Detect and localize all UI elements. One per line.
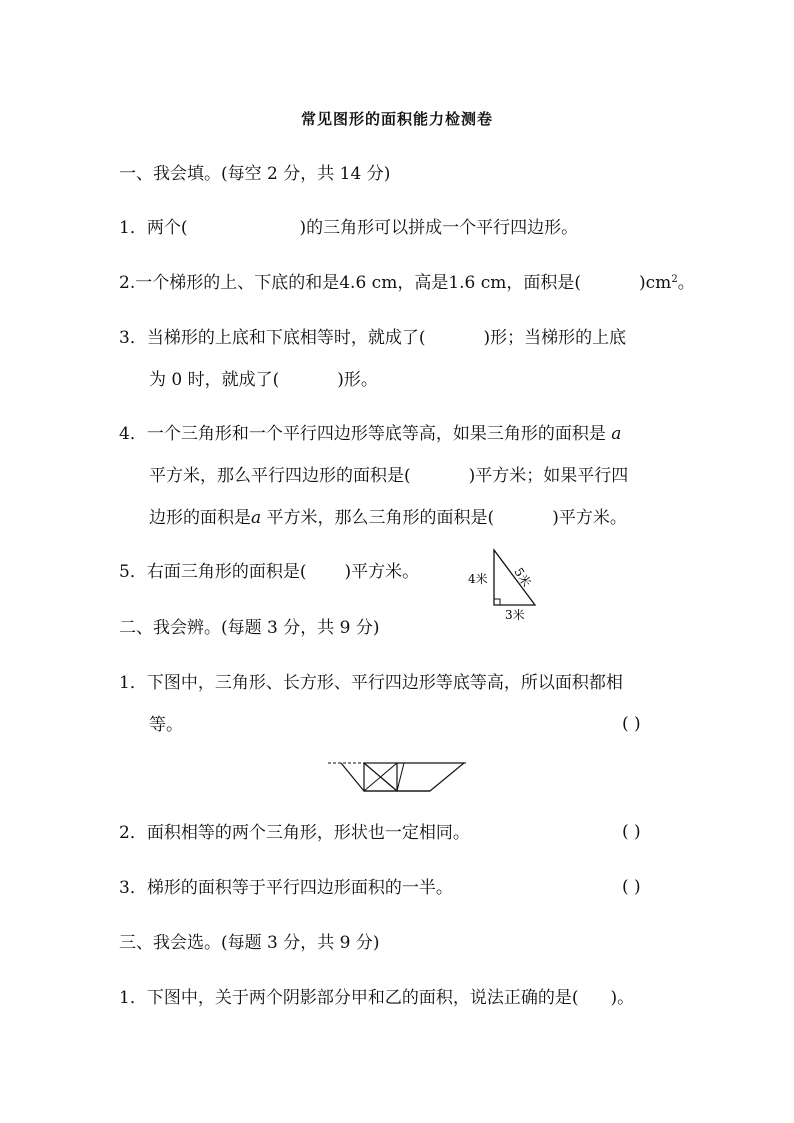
q-text: 下图中，三角形、长方形、平行四边形等底等高，所以面积都相 <box>146 673 623 693</box>
s1-q5 <box>119 561 419 583</box>
q-number: 3． <box>119 878 147 898</box>
q-text: )。 <box>610 988 635 1008</box>
section3-heading: 三、我会选。(每题 3 分，共 9 分) <box>119 933 380 953</box>
q-text: 平方米，那么平行四边形的面积是( <box>149 466 411 486</box>
s3-q1 <box>119 987 634 1009</box>
s1-q4 <box>119 423 621 445</box>
q-number: 5． <box>119 562 147 582</box>
triangle-hypotenuse-label: 5米 <box>511 565 534 590</box>
judge-paren[interactable]: ( ) <box>622 822 641 842</box>
page-title: 常见图形的面积能力检测卷 <box>300 110 493 128</box>
s1-q2 <box>119 272 695 294</box>
section1-heading: 一、我会填。(每空 2 分，共 14 分) <box>119 164 391 184</box>
equal-base-height-figure <box>326 758 468 798</box>
unit-superscript: 2 <box>671 274 678 285</box>
s1-q4-line3 <box>149 507 627 529</box>
s2-q3 <box>119 877 453 899</box>
q-number: 3． <box>119 328 147 348</box>
q-text: )的三角形可以拼成一个平行四边形。 <box>299 218 579 238</box>
q-text: )平方米。 <box>552 508 627 528</box>
triangle-base-label: 3米 <box>505 608 525 622</box>
s1-q3 <box>119 327 626 349</box>
q-text: 。 <box>677 273 695 293</box>
q-text: )形。 <box>337 370 378 390</box>
s2-q1 <box>119 672 623 694</box>
q-text: )cm <box>639 273 672 293</box>
q-number: 2． <box>119 823 147 843</box>
q-text: )平方米；如果平行四 <box>468 466 629 486</box>
q-number: 2. <box>119 273 136 293</box>
s2-q1-line2: 等。 <box>149 715 183 735</box>
q-text: )形；当梯形的上底 <box>483 328 627 348</box>
q-number: 1． <box>119 218 147 238</box>
q-text: 一个三角形和一个平行四边形等底等高，如果三角形的面积是 <box>146 424 612 444</box>
variable-a: a <box>611 424 622 444</box>
q-text: 右面三角形的面积是( <box>146 562 307 582</box>
q-number: 4． <box>119 424 147 444</box>
section2-heading: 二、我会辨。(每题 3 分，共 9 分) <box>119 618 380 638</box>
s2-q2 <box>119 822 470 844</box>
q-number: 1． <box>119 988 147 1008</box>
s1-q3-line2 <box>149 369 378 391</box>
q-text: 下图中，关于两个阴影部分甲和乙的面积，说法正确的是( <box>146 988 579 1008</box>
s1-q4-line2 <box>149 465 628 487</box>
q-text: 平方米，那么三角形的面积是( <box>261 508 495 528</box>
q-text: 为 0 时，就成了( <box>149 370 280 390</box>
q-text: 边形的面积是 <box>149 508 251 528</box>
q-text: 两个( <box>146 218 188 238</box>
triangle-height-label: 4米 <box>468 572 488 586</box>
q-text: 一个梯形的上、下底的和是4.6 cm，高是1.6 cm，面积是( <box>135 273 582 293</box>
right-triangle-figure <box>466 545 546 625</box>
q-text: 面积相等的两个三角形，形状也一定相同。 <box>146 823 470 843</box>
q-text: )平方米。 <box>344 562 420 582</box>
q-text: 当梯形的上底和下底相等时，就成了( <box>146 328 426 348</box>
variable-a: a <box>251 508 262 528</box>
judge-paren[interactable]: ( ) <box>622 877 641 897</box>
q-text: 梯形的面积等于平行四边形面积的一半。 <box>146 878 453 898</box>
s1-q1 <box>119 217 578 239</box>
judge-paren[interactable]: ( ) <box>622 714 641 734</box>
q-number: 1． <box>119 673 147 693</box>
